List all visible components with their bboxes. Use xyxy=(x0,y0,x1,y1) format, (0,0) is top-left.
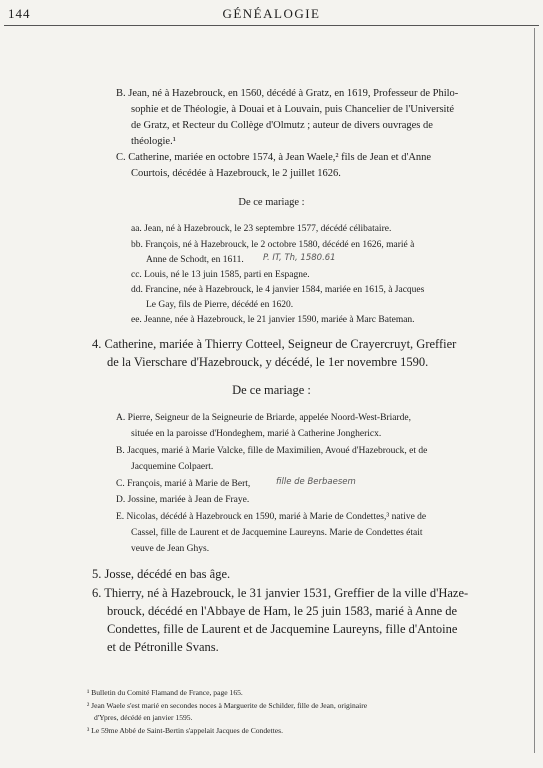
section-heading: De ce mariage : xyxy=(238,197,305,208)
footnote: d'Ypres, décédé en janvier 1595. xyxy=(94,713,193,722)
text-line: E. Nicolas, décédé à Hazebrouck en 1590, marié à Marie de Condettes,³ native de xyxy=(116,512,427,522)
page-number: 144 xyxy=(8,6,31,21)
running-header: GÉNÉALOGIE xyxy=(222,6,321,21)
text-line: Jacquemine Colpaert. xyxy=(131,462,214,472)
text-line: Condettes, fille de Laurent et de Jacquemine Laureyns, fille d'Antoine xyxy=(107,622,458,636)
text-line: A. Pierre, Seigneur de la Seigneurie de Briarde, appelée Noord-West-Briarde, xyxy=(116,413,411,423)
text-line: sophie et de Théologie, à Douai et à Louvain, puis Chancelier de l'Université xyxy=(131,104,455,115)
header-rule xyxy=(4,25,539,26)
text-line: dd. Francine, née à Hazebrouck, le 4 janvier 1584, mariée en 1615, à Jacques xyxy=(131,285,425,295)
text-line: Cassel, fille de Laurent et de Jacquemine Laureyns. Marie de Condettes était xyxy=(131,528,423,538)
text-line: ee. Jeanne, née à Hazebrouck, le 21 janvier 1590, mariée à Marc Bateman. xyxy=(131,315,415,325)
text-line: 5. Josse, décédé en bas âge. xyxy=(92,567,231,581)
text-line: C. Catherine, mariée en octobre 1574, à Jean Waele,² fils de Jean et d'Anne xyxy=(116,152,432,163)
footnote: ³ Le 59me Abbé de Saint-Bertin s'appelait Jacques de Condettes. xyxy=(87,726,283,735)
text-line: 6. Thierry, né à Hazebrouck, le 31 janvier 1531, Greffier de la ville d'Haze- xyxy=(92,586,469,600)
text-line: 4. Catherine, mariée à Thierry Cotteel, Seigneur de Crayercruyt, Greffier xyxy=(92,337,457,351)
handwritten-annotation: P. IT, Th, 1580.61 xyxy=(263,253,336,263)
text-line: brouck, décédé en l'Abbaye de Ham, le 25 juin 1583, marié à Anne de xyxy=(107,604,458,618)
text-line: veuve de Jean Ghys. xyxy=(131,544,210,554)
footnote: ¹ Bulletin du Comité Flamand de France, page 165. xyxy=(87,688,243,697)
text-line: B. Jacques, marié à Marie Valcke, fille de Maximilien, Avoué d'Hazebrouck, et de xyxy=(116,446,428,456)
text-line: cc. Louis, né le 13 juin 1585, parti en Espagne. xyxy=(131,270,310,280)
text-line: aa. Jean, né à Hazebrouck, le 23 septembre 1577, décédé célibataire. xyxy=(131,224,392,234)
text-line: Courtois, décédée à Hazebrouck, le 2 juillet 1626. xyxy=(131,168,341,179)
text-line: bb. François, né à Hazebrouck, le 2 octobre 1580, décédé en 1626, marié à xyxy=(131,240,415,250)
text-line: Anne de Schodt, en 1611. xyxy=(146,255,244,265)
text-line: et de Pétronille Svans. xyxy=(107,640,219,654)
text-line: Le Gay, fils de Pierre, décédé en 1620. xyxy=(146,300,294,310)
section-heading: De ce mariage : xyxy=(232,383,311,397)
text-line: située en la paroisse d'Hondeghem, marié à Catherine Jonghericx. xyxy=(131,429,382,439)
handwritten-annotation: fille de Berbaesem xyxy=(276,477,356,487)
text-line: B. Jean, né à Hazebrouck, en 1560, décédé à Gratz, en 1619, Professeur de Philo- xyxy=(116,88,459,99)
text-line: de la Vierschare d'Hazebrouck, y décédé, le 1er novembre 1590. xyxy=(107,355,429,369)
footnote: ² Jean Waele s'est marié en secondes noces à Marguerite de Schilder, fille de Jean, originaire xyxy=(87,701,368,710)
text-line: D. Jossine, mariée à Jean de Fraye. xyxy=(116,495,250,505)
text-line: C. François, marié à Marie de Bert, xyxy=(116,479,251,489)
text-line: théologie.¹ xyxy=(131,136,176,147)
text-line: de Gratz, et Recteur du Collège d'Olmutz ; auteur de divers ouvrages de xyxy=(131,120,433,131)
